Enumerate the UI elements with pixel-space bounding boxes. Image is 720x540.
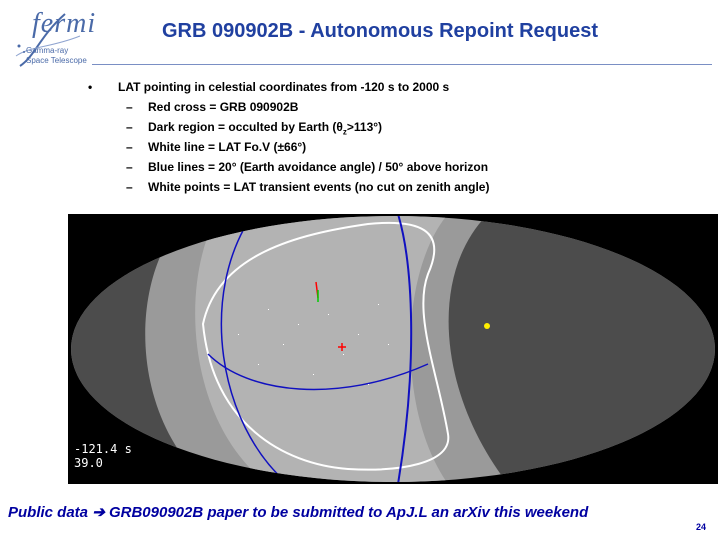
bottom-prefix: Public data — [8, 504, 89, 521]
sub-item-text: Dark region = occulted by Earth ( — [148, 120, 337, 134]
title-divider — [92, 64, 712, 65]
sub-item: – White points = LAT transient events (no cut on zenith angle) — [126, 180, 490, 194]
fermi-logo — [10, 6, 97, 72]
bullet-main — [88, 80, 489, 100]
bottom-note — [8, 503, 588, 521]
theta-subscript: z — [342, 127, 347, 137]
time-readout — [74, 442, 132, 470]
angle-value: 39.0 — [74, 456, 103, 470]
occulted-region-right — [449, 214, 718, 484]
bullet-main-text: LAT pointing in celestial coordinates from -120 s to 2000 s — [118, 80, 450, 94]
sub-item-text: White line = LAT Fo.V (±66°) — [148, 140, 307, 154]
sub-item-text: Red cross = GRB 090902B — [148, 100, 299, 114]
sub-item: – Red cross = GRB 090902B — [126, 100, 299, 114]
bottom-text: GRB090902B paper to be submitted to ApJ.L an arXiv this weekend — [108, 504, 589, 521]
sun-marker — [484, 323, 490, 329]
arrow-icon: ➔ — [92, 504, 105, 521]
sub-item-tail: >113°) — [346, 120, 383, 134]
sub-item-text: White points = LAT transient events (no cut on zenith angle) — [148, 180, 490, 194]
sub-item: – Blue lines = 20° (Earth avoidance angle) / 50° above horizon — [126, 160, 489, 174]
logo-line2: Space Telescope — [26, 56, 87, 65]
slide-title: GRB 090902B - Autonomous Repoint Request — [162, 20, 598, 42]
bullet-dot: • — [88, 80, 93, 94]
logo-name: fermi — [32, 8, 97, 39]
sky-map-svg — [68, 214, 718, 484]
sub-item-text: Blue lines = 20° (Earth avoidance angle) / 50° above horizon — [148, 160, 489, 174]
logo-line1: Gamma-ray — [26, 46, 69, 55]
theta-symbol: θ — [336, 120, 343, 134]
sub-item: – Dark region = occulted by Earth $(\theta_z>113^\circ)$ — [126, 120, 383, 137]
bullet-list — [88, 80, 489, 200]
time-value: -121.4 s — [74, 442, 132, 456]
sub-item: – White line = LAT Fo.V (±66°) — [126, 140, 307, 154]
page-number: 24 — [695, 522, 706, 532]
sky-map — [68, 214, 718, 484]
